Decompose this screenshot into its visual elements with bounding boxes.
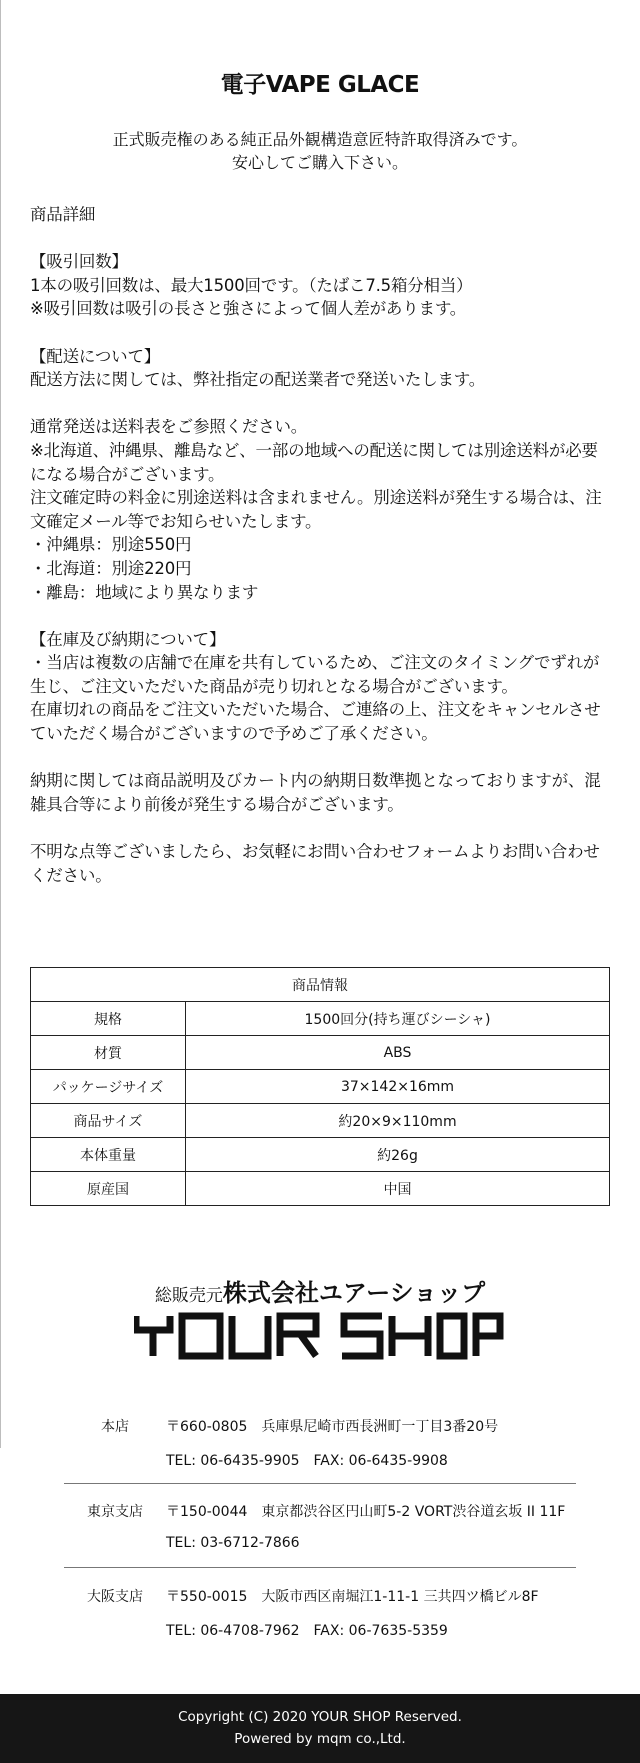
row-label: 本体重量 [31, 1138, 186, 1172]
branch-address: 〒660-0805 兵庫県尼崎市西長洲町一丁目3番20号 [166, 1419, 499, 1435]
detail-line: 配送方法に関しては、弊社指定の配送業者で発送いたします。 [30, 370, 486, 390]
table-row [31, 1070, 610, 1104]
footer-powered-by: Powered by mqm co.,Ltd. [234, 1731, 406, 1747]
row-label: 規格 [31, 1002, 186, 1036]
branch-divider [64, 1567, 576, 1568]
row-value: 約26g [186, 1138, 610, 1172]
logo-letter-o2 [440, 1316, 464, 1356]
footer-copyright: Copyright (C) 2020 YOUR SHOP Reserved. [178, 1709, 462, 1725]
detail-line: ・北海道：別途220円 [30, 558, 192, 578]
your-shop-logo [134, 1312, 504, 1360]
detail-line: 通常発送は送料表をご参照ください。 [30, 417, 308, 437]
table-header-row [31, 968, 610, 1002]
branch-name: 本店 [101, 1419, 129, 1435]
detail-line: 1本の吸引回数は、最大1500回です。（たばこ7.5箱分相当） [30, 275, 473, 295]
page-footer [0, 1694, 640, 1763]
distributor-prefix: 総販売元 [154, 1286, 223, 1306]
table-row [31, 1036, 610, 1070]
branch-phone: TEL: 06-6435-9905 FAX: 06-6435-9908 [166, 1453, 448, 1469]
logo-letter-y [136, 1316, 170, 1356]
page-edge-line [0, 0, 1, 1448]
logo-letter-s [342, 1316, 382, 1356]
branch-phone: TEL: 06-4708-7962 FAX: 06-7635-5359 [166, 1623, 448, 1639]
row-label: 商品サイズ [31, 1104, 186, 1138]
table-header: 商品情報 [31, 968, 610, 1002]
detail-line: 納期に関しては商品説明及びカート内の納期日数準拠となっておりますが、混雑具合等により前後が発生する場合がございます。 [30, 771, 601, 814]
branch-name: 東京支店 [87, 1504, 143, 1520]
row-value: 37×142×16mm [186, 1070, 610, 1104]
branch-address: 〒550-0015 大阪市西区南堀江1-11-1 三共四ツ橋ビル8F [166, 1589, 539, 1605]
product-info-table [30, 967, 610, 1206]
intro-line: 正式販売権のある純正品外観構造意匠特許取得済みです。 [112, 130, 528, 149]
detail-line: ※吸引回数は吸引の長さと強さによって個人差があります。 [30, 299, 467, 319]
branch-divider [64, 1483, 576, 1484]
logo-letter-h [392, 1316, 428, 1356]
row-value: 1500回分(持ち運びシーシャ) [186, 1002, 610, 1036]
detail-line: 在庫切れの商品をご注文いただいた場合、ご連絡の上、注文をキャンセルさせていただく場合がございますので予めご了承ください。 [30, 700, 601, 744]
table-row [31, 1002, 610, 1036]
detail-line: 注文確定時の料金に別途送料は含まれません。別途送料が発生する場合は、注文確定メール等でお知らせいたします。 [30, 488, 602, 531]
detail-line: ※北海道、沖縄県、離島など、一部の地域への配送に関しては別途送料が必要になる場合がございます。 [30, 440, 598, 484]
company-name: 株式会社ユアーショップ [222, 1279, 486, 1307]
logo-letter-r [280, 1316, 316, 1356]
branch-phone: TEL: 03-6712-7866 [166, 1535, 300, 1551]
logo-letter-o [182, 1316, 220, 1356]
branch-address: 〒150-0044 東京都渋谷区円山町5-2 VORT渋谷道玄坂 II 11F [166, 1504, 566, 1520]
row-value: ABS [186, 1036, 610, 1070]
detail-line: ・離島：地域により異なります [30, 582, 259, 602]
product-details [30, 203, 610, 887]
detail-line: 【吸引回数】 [30, 252, 128, 272]
table-row [31, 1172, 610, 1206]
row-label: 原産国 [31, 1172, 186, 1206]
details-heading: 商品詳細 [30, 205, 96, 224]
table-row [31, 1138, 610, 1172]
row-value: 中国 [186, 1172, 610, 1206]
page-title: 電子VAPE GLACE [220, 72, 420, 98]
detail-line: 【配送について】 [30, 346, 161, 366]
logo-letter-p [476, 1316, 500, 1356]
intro-text [0, 128, 640, 174]
detail-line: ・沖縄県：別途550円 [30, 535, 192, 555]
row-label: パッケージサイズ [31, 1070, 186, 1104]
intro-line: 安心してご購入下さい。 [231, 153, 408, 172]
distributor-line [0, 1273, 640, 1308]
row-value: 約20×9×110mm [186, 1104, 610, 1138]
detail-line: 【在庫及び納期について】 [30, 629, 226, 649]
table-row [31, 1104, 610, 1138]
detail-line: ・当店は複数の店舗で在庫を共有しているため、ご注文のタイミングでずれが生じ、ご注文いただいた商品が売り切れとなる場合がございます。 [30, 653, 600, 696]
row-label: 材質 [31, 1036, 186, 1070]
logo-letter-u [232, 1316, 268, 1356]
branch-name: 大阪支店 [87, 1589, 143, 1605]
detail-line: 不明な点等ございましたら、お気軽にお問い合わせフォームよりお問い合わせください。 [30, 842, 600, 885]
